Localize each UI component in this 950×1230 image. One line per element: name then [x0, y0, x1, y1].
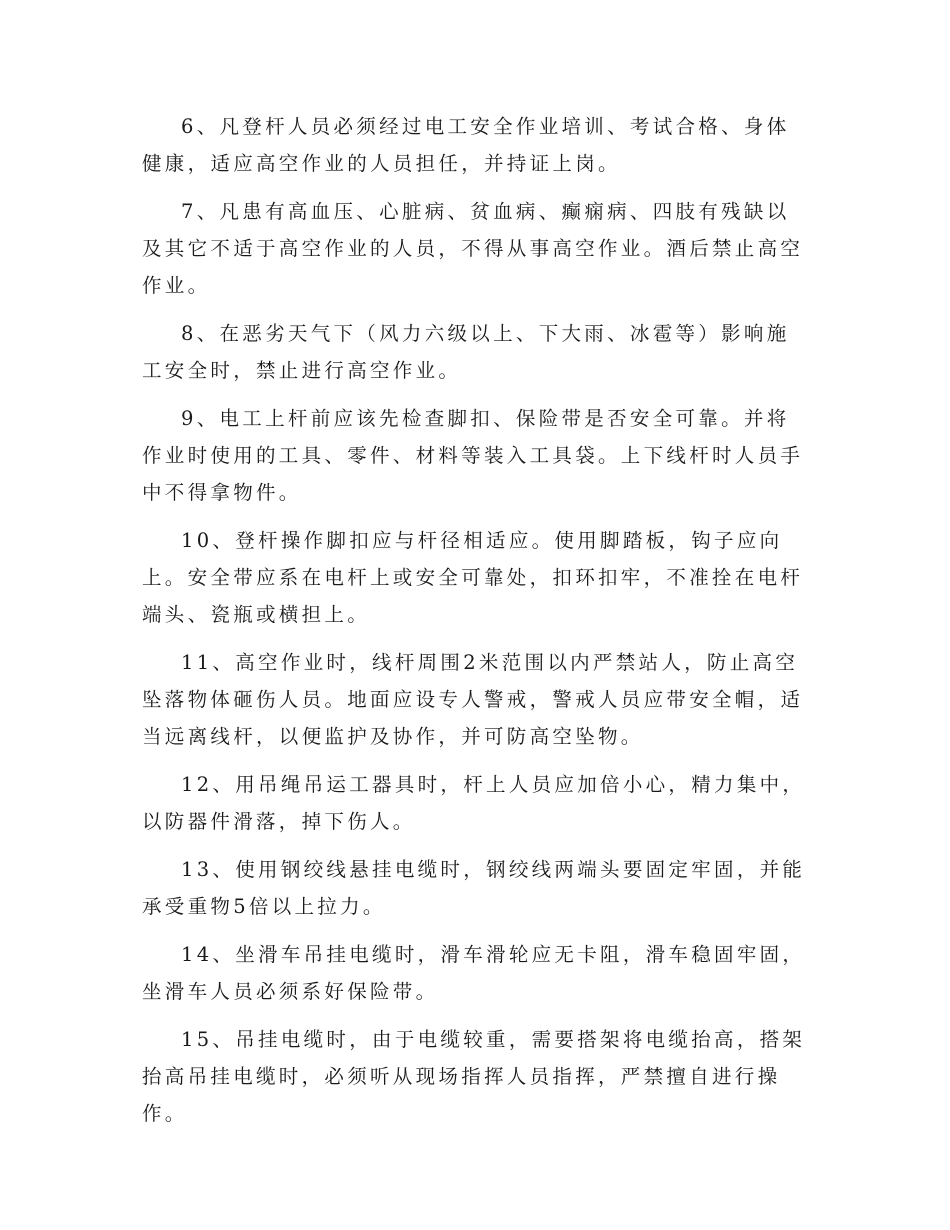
document-body	[142, 108, 807, 1143]
paragraph-6: 6、凡登杆人员必须经过电工安全作业培训、考试合格、身体健康，适应高空作业的人员担任，并持证上岗。	[142, 115, 790, 175]
paragraph-14: 14、坐滑车吊挂电缆时，滑车滑轮应无卡阻，滑车稳固牢固，坐滑车人员必须系好保险带。	[142, 943, 806, 1003]
paragraph-8: 8、在恶劣天气下（风力六级以上、下大雨、冰雹等）影响施工安全时，禁止进行高空作业。	[142, 322, 790, 382]
paragraph-9: 9、电工上杆前应该先检查脚扣、保险带是否安全可靠。并将作业时使用的工具、零件、材料等装入工具袋。上下线杆时人员手中不得拿物件。	[142, 407, 804, 504]
paragraph-11: 11、高空作业时，线杆周围2米范围以内严禁站人，防止高空坠落物体砸伤人员。地面应设专人警戒，警戒人员应带安全帽，适当远离线杆，以便监护及协作，并可防高空坠物。	[142, 651, 804, 748]
paragraph-7: 7、凡患有高血压、心脏病、贫血病、癫痫病、四肢有残缺以及其它不适于高空作业的人员，不得从事高空作业。酒后禁止高空作业。	[142, 200, 804, 297]
paragraph-10: 10、登杆操作脚扣应与杆径相适应。使用脚踏板，钩子应向上。安全带应系在电杆上或安全可靠处，扣环扣牢，不准拴在电杆端头、瓷瓶或横担上。	[142, 529, 804, 626]
paragraph-12: 12、用吊绳吊运工器具时，杆上人员应加倍小心，精力集中，以防器件滑落，掉下伤人。	[142, 773, 806, 833]
paragraph-13: 13、使用钢绞线悬挂电缆时，钢绞线两端头要固定牢固，并能承受重物5倍以上拉力。	[142, 858, 806, 918]
paragraph-15: 15、吊挂电缆时，由于电缆较重，需要搭架将电缆抬高，搭架抬高吊挂电缆时，必须听从现场指挥人员指挥，严禁擅自进行操作。	[142, 1028, 806, 1125]
